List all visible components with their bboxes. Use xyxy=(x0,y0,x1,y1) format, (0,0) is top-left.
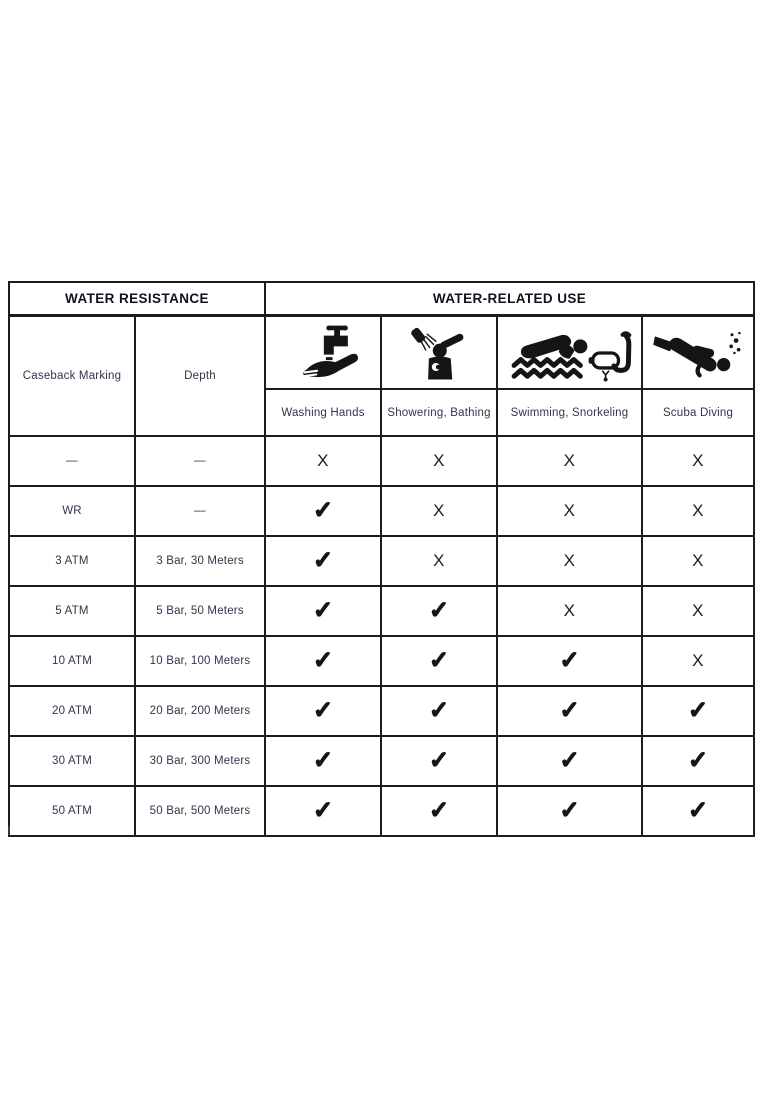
use-mark-cell: ✓ xyxy=(497,636,642,686)
use-mark-cell: ✓ xyxy=(265,486,381,536)
shower-icon xyxy=(382,317,496,388)
caseback-marking-cell: 3 ATM xyxy=(9,536,135,586)
caseback-marking-cell: 30 ATM xyxy=(9,736,135,786)
swimming-snorkeling-icon xyxy=(498,317,641,388)
use-mark-cell: ✓ xyxy=(497,686,642,736)
table-row-20atm xyxy=(9,686,754,736)
use-mark-cell: X xyxy=(497,536,642,586)
use-mark-cell: X xyxy=(497,586,642,636)
use-mark-cell: ✓ xyxy=(381,786,497,836)
use-mark-cell: ✓ xyxy=(642,736,754,786)
use-mark-cell: ✓ xyxy=(265,686,381,736)
caseback-marking-cell: WR xyxy=(9,486,135,536)
scuba-diving-icon xyxy=(643,317,753,388)
caseback-marking-cell: 10 ATM xyxy=(9,636,135,686)
swimming-snorkeling-icon-cell xyxy=(497,316,642,390)
caseback-marking-cell: 5 ATM xyxy=(9,586,135,636)
showering-icon-cell xyxy=(381,316,497,390)
caseback-marking-cell: — xyxy=(9,436,135,486)
use-mark-cell: ✓ xyxy=(265,786,381,836)
caseback-marking-cell: 20 ATM xyxy=(9,686,135,736)
table-row-wr xyxy=(9,486,754,536)
faucet-washing-hands-icon xyxy=(266,317,380,388)
use-mark-cell: ✓ xyxy=(497,736,642,786)
table-row-3atm xyxy=(9,536,754,586)
water-resistance-group-header: WATER RESISTANCE xyxy=(9,282,265,316)
water-related-use-group-header: WATER-RELATED USE xyxy=(265,282,754,316)
depth-cell: — xyxy=(135,436,265,486)
table-row-30atm xyxy=(9,736,754,786)
use-mark-cell: X xyxy=(381,436,497,486)
use-mark-cell: ✓ xyxy=(381,586,497,636)
swimming-snorkeling-label: Swimming, Snorkeling xyxy=(497,389,642,436)
depth-cell: — xyxy=(135,486,265,536)
use-mark-cell: ✓ xyxy=(381,636,497,686)
group-header-row xyxy=(9,282,754,316)
use-mark-cell: ✓ xyxy=(642,686,754,736)
use-mark-cell: ✓ xyxy=(265,586,381,636)
depth-column-header: Depth xyxy=(135,316,265,437)
use-mark-cell: ✓ xyxy=(642,786,754,836)
water-resistance-table xyxy=(8,281,755,837)
scuba-diving-icon-cell xyxy=(642,316,754,390)
washing-hands-label: Washing Hands xyxy=(265,389,381,436)
use-mark-cell: X xyxy=(381,536,497,586)
use-mark-cell: ✓ xyxy=(381,736,497,786)
use-mark-cell: X xyxy=(497,486,642,536)
use-mark-cell: ✓ xyxy=(265,636,381,686)
table-row-10atm xyxy=(9,636,754,686)
table-row-no-marking xyxy=(9,436,754,486)
icon-header-row xyxy=(9,316,754,390)
use-mark-cell: X xyxy=(642,436,754,486)
use-mark-cell: X xyxy=(642,636,754,686)
use-mark-cell: ✓ xyxy=(497,786,642,836)
table-row-50atm xyxy=(9,786,754,836)
use-mark-cell: ✓ xyxy=(265,536,381,586)
caseback-marking-cell: 50 ATM xyxy=(9,786,135,836)
washing-hands-icon-cell xyxy=(265,316,381,390)
caseback-marking-column-header: Caseback Marking xyxy=(9,316,135,437)
scuba-diving-label: Scuba Diving xyxy=(642,389,754,436)
depth-cell: 10 Bar, 100 Meters xyxy=(135,636,265,686)
table-row-5atm xyxy=(9,586,754,636)
use-mark-cell: X xyxy=(497,436,642,486)
depth-cell: 30 Bar, 300 Meters xyxy=(135,736,265,786)
depth-cell: 20 Bar, 200 Meters xyxy=(135,686,265,736)
table-border-artifact xyxy=(8,826,10,835)
depth-cell: 5 Bar, 50 Meters xyxy=(135,586,265,636)
use-mark-cell: X xyxy=(642,486,754,536)
showering-bathing-label: Showering, Bathing xyxy=(381,389,497,436)
use-mark-cell: X xyxy=(642,536,754,586)
use-mark-cell: X xyxy=(381,486,497,536)
depth-cell: 3 Bar, 30 Meters xyxy=(135,536,265,586)
use-mark-cell: ✓ xyxy=(381,686,497,736)
use-mark-cell: X xyxy=(642,586,754,636)
use-mark-cell: ✓ xyxy=(265,736,381,786)
depth-cell: 50 Bar, 500 Meters xyxy=(135,786,265,836)
use-mark-cell: X xyxy=(265,436,381,486)
